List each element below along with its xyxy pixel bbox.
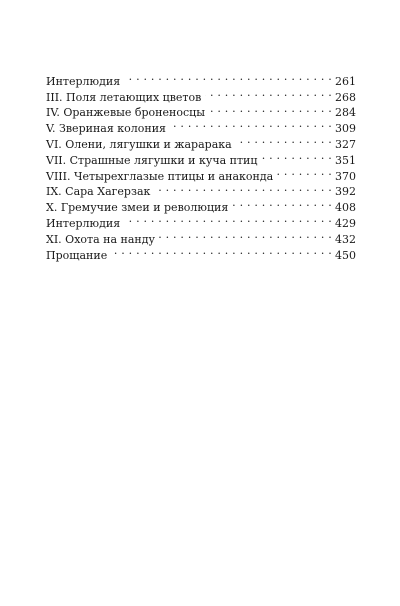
toc-entry-page: 268 bbox=[335, 90, 356, 104]
toc-dot-leader bbox=[159, 227, 332, 243]
toc-dot-leader bbox=[236, 132, 332, 148]
toc-dot-leader bbox=[124, 211, 332, 227]
toc-entry-title: X. Гремучие змеи и революция bbox=[46, 201, 229, 215]
toc-dot-leader bbox=[261, 148, 332, 164]
toc-entry-title: VI. Олени, лягушки и жарарака bbox=[46, 137, 232, 151]
toc-dot-leader bbox=[277, 164, 332, 180]
toc-dot-leader bbox=[232, 195, 332, 211]
toc-entry-page: 392 bbox=[335, 185, 356, 199]
toc-dot-leader bbox=[154, 180, 332, 196]
toc-entry-page: 261 bbox=[335, 74, 356, 88]
toc-entry-title: Прощание bbox=[46, 248, 108, 262]
toc-entry-page: 432 bbox=[335, 232, 356, 246]
table-of-contents bbox=[46, 69, 356, 262]
toc-entry-title: VIII. Четырехглазые птицы и анаконда bbox=[46, 169, 274, 183]
toc-entry-title: IX. Сара Хагерзак bbox=[46, 185, 151, 199]
toc-entry-title: XI. Охота на нанду bbox=[46, 232, 156, 246]
toc-entry-page: 429 bbox=[335, 216, 356, 230]
toc-entry-title: VII. Страшные лягушки и куча птиц bbox=[46, 153, 258, 167]
toc-entry-page: 309 bbox=[335, 122, 356, 136]
toc-entry-page: 351 bbox=[335, 153, 356, 167]
toc-entry-page: 370 bbox=[335, 169, 356, 183]
toc-entry-page: 327 bbox=[335, 137, 356, 151]
toc-entry-title: Интерлюдия bbox=[46, 216, 121, 230]
toc-dot-leader bbox=[209, 101, 332, 117]
toc-entry-page: 408 bbox=[335, 201, 356, 215]
toc-entry bbox=[46, 69, 356, 88]
toc-dot-leader bbox=[111, 243, 332, 259]
toc-entry-page: 284 bbox=[335, 106, 356, 120]
toc-entry-title: IV. Оранжевые броненосцы bbox=[46, 106, 205, 120]
toc-entry-page: 450 bbox=[335, 248, 356, 262]
toc-entry-title: III. Поля летающих цветов bbox=[46, 90, 202, 104]
toc-dot-leader bbox=[124, 69, 332, 85]
toc-dot-leader bbox=[170, 116, 332, 132]
toc-entry-title: V. Звериная колония bbox=[46, 122, 166, 136]
toc-entry-title: Интерлюдия bbox=[46, 74, 121, 88]
toc-dot-leader bbox=[205, 85, 332, 101]
